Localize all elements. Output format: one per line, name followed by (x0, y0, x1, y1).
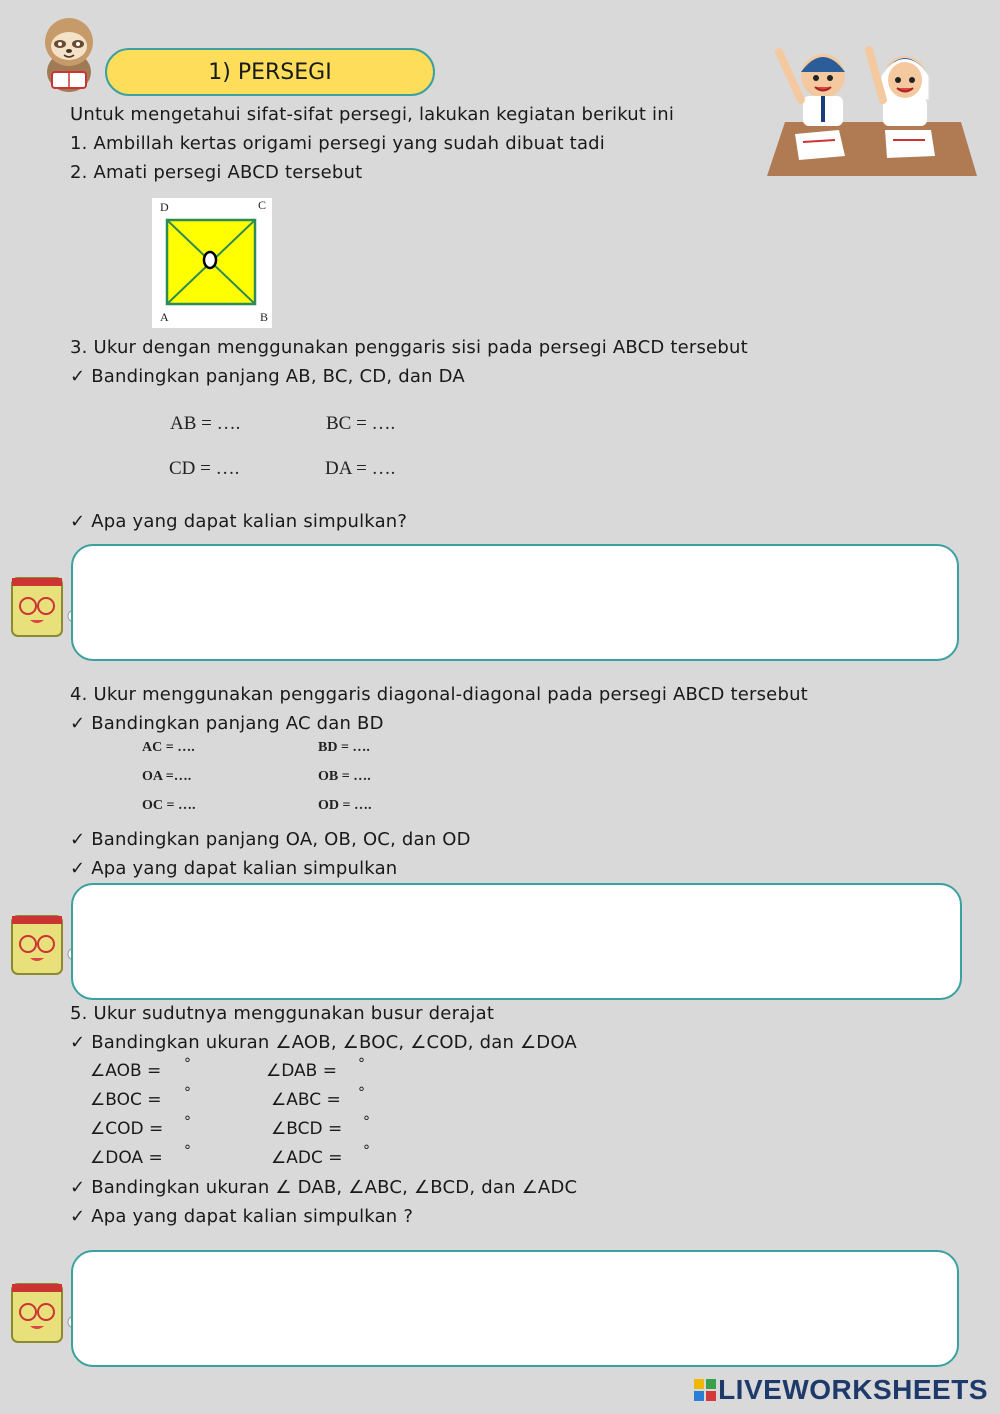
angle-doa: ∠DOA = (90, 1148, 163, 1168)
angle-boc: ∠BOC = (90, 1090, 162, 1110)
vertex-a-label: A (160, 310, 169, 324)
segment-ob: OB = …. (318, 769, 371, 784)
side-da: DA = …. (325, 458, 396, 479)
footer-brand: LIVEWORKSHEETS (718, 1374, 988, 1405)
vertex-d-label: D (160, 200, 169, 214)
segment-oc: OC = …. (142, 798, 196, 813)
square-abcd-diagram (152, 198, 272, 328)
degree-mark: ° (358, 1085, 365, 1101)
vertex-b-label: B (260, 310, 269, 324)
angle-bcd: ∠BCD = (271, 1119, 343, 1139)
answer-input-2[interactable] (73, 885, 960, 998)
angle-abc: ∠ABC = (271, 1090, 341, 1110)
step-5-compare2-text: ✓ Bandingkan ukuran ∠ DAB, ∠ABC, ∠BCD, dan ∠ADC (70, 1177, 578, 1198)
step-3-text: 3. Ukur dengan menggunakan penggaris sisi pada persegi ABCD tersebut (70, 337, 748, 358)
answer-box-3[interactable] (71, 1250, 959, 1367)
students-illustration-icon (765, 30, 977, 178)
segment-od: OD = …. (318, 798, 372, 813)
diagonal-ac: AC = …. (142, 740, 195, 755)
title-pill (105, 48, 435, 96)
conclude-2-text: ✓ Apa yang dapat kalian simpulkan (70, 858, 398, 879)
step-4-compare2-text: ✓ Bandingkan panjang OA, OB, OC, dan OD (70, 829, 471, 850)
liveworksheets-logo-icon (694, 1379, 716, 1401)
degree-mark: ° (184, 1056, 191, 1072)
page-title: 1) PERSEGI (208, 59, 332, 85)
degree-mark: ° (184, 1143, 191, 1159)
answer-box-2[interactable] (71, 883, 962, 1000)
answer-input-3[interactable] (73, 1252, 957, 1365)
side-bc: BC = …. (326, 413, 396, 434)
square-figure (152, 198, 272, 328)
step-3-compare-text: ✓ Bandingkan panjang AB, BC, CD, dan DA (70, 366, 465, 387)
degree-mark: ° (363, 1114, 370, 1130)
step-5-compare-text: ✓ Bandingkan ukuran ∠AOB, ∠BOC, ∠COD, dan ∠DOA (70, 1032, 577, 1053)
side-ab: AB = …. (170, 413, 241, 434)
step-4-text: 4. Ukur menggunakan penggaris diagonal-diagonal pada persegi ABCD tersebut (70, 684, 808, 705)
liveworksheets-logo (694, 1374, 988, 1406)
intro-text: Untuk mengetahui sifat-sifat persegi, lakukan kegiatan berikut ini (70, 104, 675, 125)
sloth-mascot-icon (36, 14, 106, 96)
degree-mark: ° (184, 1114, 191, 1130)
degree-mark: ° (358, 1056, 365, 1072)
step-2-text: 2. Amati persegi ABCD tersebut (70, 162, 363, 183)
step-5-text: 5. Ukur sudutnya menggunakan busur derajat (70, 1003, 495, 1024)
conclude-1-text: ✓ Apa yang dapat kalian simpulkan? (70, 511, 408, 532)
step-4-compare-text: ✓ Bandingkan panjang AC dan BD (70, 713, 384, 734)
answer-box-1[interactable] (71, 544, 959, 661)
side-cd: CD = …. (169, 458, 240, 479)
vertex-c-label: C (258, 198, 267, 212)
angle-dab: ∠DAB = (266, 1061, 337, 1081)
diagonal-bd: BD = …. (318, 740, 370, 755)
angle-cod: ∠COD = (90, 1119, 164, 1139)
answer-input-1[interactable] (73, 546, 957, 659)
degree-mark: ° (184, 1085, 191, 1101)
segment-oa: OA =…. (142, 769, 192, 784)
angle-aob: ∠AOB = (90, 1061, 162, 1081)
step-1-text: 1. Ambillah kertas origami persegi yang sudah dibuat tadi (70, 133, 605, 154)
conclude-3-text: ✓ Apa yang dapat kalian simpulkan ? (70, 1206, 414, 1227)
degree-mark: ° (363, 1143, 370, 1159)
angle-adc: ∠ADC = (271, 1148, 343, 1168)
